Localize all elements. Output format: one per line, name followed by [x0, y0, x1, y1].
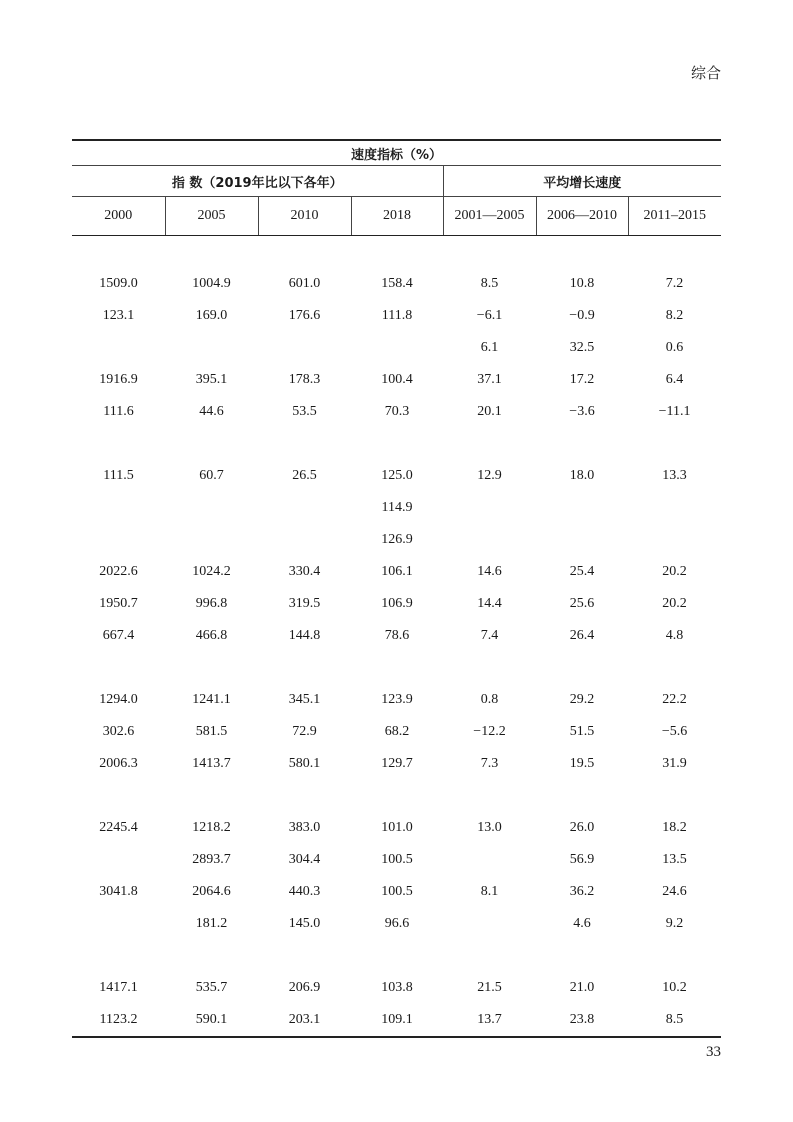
table-cell	[258, 940, 351, 972]
table-row	[72, 972, 721, 1004]
table-cell: 44.6	[199, 404, 224, 419]
table-cell: −3.6	[569, 404, 595, 419]
table-cell: 126.9	[381, 532, 413, 547]
table-cell: 2245.4	[99, 820, 138, 835]
table-cell	[536, 492, 628, 524]
table-cell: 302.6	[102, 724, 135, 739]
table-cell: 580.1	[288, 756, 321, 771]
table-row	[72, 556, 721, 588]
table-cell: 25.6	[569, 596, 595, 611]
table-cell: 8.5	[480, 276, 499, 291]
table-cell	[443, 844, 536, 876]
table-cell: 111.6	[103, 404, 134, 419]
table-cell: 106.9	[381, 596, 413, 611]
table-cell: 178.3	[288, 372, 321, 387]
table-cell: 181.2	[195, 916, 228, 931]
table-cell	[443, 428, 536, 460]
table-cell	[165, 236, 258, 269]
table-cell: 10.2	[662, 980, 687, 995]
table-cell	[72, 940, 165, 972]
table-cell	[351, 652, 443, 684]
table-cell: 17.2	[569, 372, 595, 387]
table-cell: 383.0	[288, 820, 321, 835]
table-cell: 395.1	[195, 372, 228, 387]
table-cell	[628, 492, 721, 524]
table-cell: 3041.8	[99, 884, 138, 899]
table-cell: 29.2	[569, 692, 595, 707]
table-cell	[72, 652, 165, 684]
table-cell	[536, 428, 628, 460]
table-cell: 32.5	[569, 340, 595, 355]
table-cell	[351, 332, 443, 364]
table-cell: 51.5	[569, 724, 595, 739]
table-cell: 129.7	[381, 756, 413, 771]
table-cell: 169.0	[195, 308, 228, 323]
table-cell: 7.2	[665, 276, 684, 291]
table-cell: 9.2	[665, 916, 684, 931]
table-row	[72, 684, 721, 716]
table-cell: 345.1	[288, 692, 321, 707]
table-cell: 601.0	[288, 276, 321, 291]
table-cell: 37.1	[477, 372, 502, 387]
column-header: 2001—2005	[443, 197, 536, 236]
table-cell	[536, 940, 628, 972]
table-cell	[165, 332, 258, 364]
speed-indicator-table	[72, 139, 721, 1038]
growth-group-header: 平均增长速度	[443, 166, 721, 197]
column-header: 2006—2010	[536, 197, 628, 236]
table-cell	[628, 428, 721, 460]
table-cell	[443, 908, 536, 940]
table-cell: 21.0	[569, 980, 595, 995]
table-cell: 123.9	[381, 692, 413, 707]
table-cell: 12.9	[477, 468, 502, 483]
table-cell: 158.4	[381, 276, 413, 291]
table-cell: 103.8	[381, 980, 413, 995]
table-cell: 1413.7	[192, 756, 231, 771]
table-row	[72, 236, 721, 269]
table-cell	[536, 524, 628, 556]
column-header: 2018	[351, 197, 443, 236]
table-cell: 8.2	[665, 308, 684, 323]
table-cell: 1916.9	[99, 372, 138, 387]
table-cell: −6.1	[476, 308, 503, 323]
table-row	[72, 268, 721, 300]
table-cell	[536, 652, 628, 684]
table-row	[72, 812, 721, 844]
table-cell: 581.5	[195, 724, 228, 739]
table-cell: −5.6	[661, 724, 688, 739]
table-cell: 13.5	[662, 852, 687, 867]
table-cell: 109.1	[351, 1004, 443, 1037]
table-cell: −0.9	[569, 308, 595, 323]
table-cell: 31.9	[662, 756, 687, 771]
table-cell: 26.0	[569, 820, 595, 835]
table-cell: 14.6	[477, 564, 502, 579]
table-cell: 25.4	[569, 564, 595, 579]
table-cell: 114.9	[381, 500, 413, 515]
table-row	[72, 908, 721, 940]
table-cell: 20.1	[477, 404, 502, 419]
table-row	[72, 652, 721, 684]
table-cell: 1950.7	[99, 596, 138, 611]
table-cell: 1241.1	[192, 692, 231, 707]
table-cell	[628, 524, 721, 556]
column-header: 2010	[258, 197, 351, 236]
page-number: 33	[706, 1044, 721, 1060]
table-cell: 19.5	[569, 756, 595, 771]
table-cell: −11.1	[658, 404, 691, 419]
table-cell	[72, 524, 165, 556]
table-cell: 1123.2	[72, 1004, 165, 1037]
table-cell: 111.8	[381, 308, 413, 323]
table-cell: 330.4	[288, 564, 321, 579]
table-cell: 20.2	[662, 596, 687, 611]
table-cell: 123.1	[102, 308, 135, 323]
table-cell: 0.6	[665, 340, 684, 355]
table-cell: 100.4	[381, 372, 413, 387]
table-cell	[165, 940, 258, 972]
table-cell: 36.2	[569, 884, 595, 899]
table-cell: 106.1	[381, 564, 413, 579]
table-cell: 996.8	[195, 596, 228, 611]
table-cell: 53.5	[292, 404, 317, 419]
table-cell	[165, 780, 258, 812]
table-row	[72, 332, 721, 364]
table-cell	[536, 780, 628, 812]
table-cell	[165, 524, 258, 556]
table-cell: 7.3	[480, 756, 499, 771]
table-cell	[258, 524, 351, 556]
table-cell	[628, 236, 721, 269]
table-cell: 125.0	[381, 468, 413, 483]
table-cell: 667.4	[102, 628, 135, 643]
table-cell: 144.8	[288, 628, 321, 643]
table-cell	[443, 524, 536, 556]
table-cell: 206.9	[288, 980, 321, 995]
table-cell: 2006.3	[99, 756, 138, 771]
table-row	[72, 524, 721, 556]
table-row	[72, 364, 721, 396]
table-cell	[351, 236, 443, 269]
table-cell: 60.7	[199, 468, 224, 483]
table-cell: 96.6	[384, 916, 410, 931]
table-cell: 440.3	[288, 884, 321, 899]
table-cell	[443, 236, 536, 269]
table-cell: 70.3	[384, 404, 410, 419]
table-cell: 2893.7	[192, 852, 231, 867]
table-cell: 78.6	[384, 628, 410, 643]
table-cell: 21.5	[477, 980, 502, 995]
table-cell: 203.1	[258, 1004, 351, 1037]
table-cell	[258, 780, 351, 812]
table-cell	[72, 236, 165, 269]
table-cell	[351, 940, 443, 972]
table-row	[72, 844, 721, 876]
table-cell: 18.2	[662, 820, 687, 835]
section-label: 综合	[690, 64, 721, 82]
table-cell: 0.8	[480, 692, 499, 707]
table-row	[72, 492, 721, 524]
table-row	[72, 1004, 721, 1037]
table-cell: −12.2	[473, 724, 506, 739]
table-cell	[628, 652, 721, 684]
table-cell: 8.5	[628, 1004, 721, 1037]
table-cell	[72, 428, 165, 460]
table-cell: 6.1	[480, 340, 499, 355]
index-group-header: 指 数（2019年比以下各年）	[72, 166, 443, 197]
table-cell	[72, 492, 165, 524]
table-cell: 1024.2	[192, 564, 231, 579]
table-cell: 13.0	[477, 820, 502, 835]
table-cell	[536, 236, 628, 269]
table-row	[72, 716, 721, 748]
table-cell: 466.8	[195, 628, 228, 643]
table-row	[72, 396, 721, 428]
table-cell: 2064.6	[192, 884, 231, 899]
table-cell: 101.0	[381, 820, 413, 835]
table-row	[72, 300, 721, 332]
table-cell: 23.8	[536, 1004, 628, 1037]
table-cell	[628, 940, 721, 972]
table-cell: 304.4	[288, 852, 321, 867]
table-cell	[258, 332, 351, 364]
table-cell: 1004.9	[192, 276, 231, 291]
table-cell	[72, 844, 165, 876]
table-cell	[351, 428, 443, 460]
table-row	[72, 588, 721, 620]
table-cell: 1417.1	[99, 980, 138, 995]
table-cell	[258, 652, 351, 684]
table-row	[72, 620, 721, 652]
table-cell	[72, 780, 165, 812]
table-cell: 100.5	[381, 884, 413, 899]
table-cell: 20.2	[662, 564, 687, 579]
table-cell: 14.4	[477, 596, 502, 611]
table-cell: 8.1	[480, 884, 499, 899]
table-title: 速度指标（%）	[72, 140, 721, 166]
table-cell: 22.2	[662, 692, 687, 707]
table-cell: 18.0	[569, 468, 595, 483]
table-cell: 56.9	[569, 852, 595, 867]
table-cell	[72, 332, 165, 364]
table-cell: 13.7	[443, 1004, 536, 1037]
column-header: 2000	[72, 197, 165, 236]
table-cell: 13.3	[662, 468, 687, 483]
table-cell	[165, 652, 258, 684]
table-cell	[72, 908, 165, 940]
table-cell: 590.1	[165, 1004, 258, 1037]
table-cell: 319.5	[288, 596, 321, 611]
table-cell: 1509.0	[99, 276, 138, 291]
table-row	[72, 780, 721, 812]
table-cell: 4.6	[573, 916, 591, 931]
table-row	[72, 876, 721, 908]
table-cell: 2022.6	[99, 564, 138, 579]
table-cell	[443, 652, 536, 684]
table-cell: 68.2	[384, 724, 410, 739]
table-cell	[443, 780, 536, 812]
table-cell	[351, 780, 443, 812]
table-row	[72, 748, 721, 780]
table-cell: 10.8	[569, 276, 595, 291]
table-cell	[443, 492, 536, 524]
table-cell	[443, 940, 536, 972]
table-row	[72, 460, 721, 492]
table-cell	[258, 236, 351, 269]
table-cell	[165, 492, 258, 524]
table-cell	[165, 428, 258, 460]
table-cell: 26.4	[569, 628, 595, 643]
table-cell: 1218.2	[192, 820, 231, 835]
table-row	[72, 428, 721, 460]
table-cell: 26.5	[292, 468, 317, 483]
table-cell: 145.0	[288, 916, 321, 931]
table-cell: 1294.0	[99, 692, 138, 707]
table-cell: 72.9	[292, 724, 317, 739]
table-cell: 111.5	[103, 468, 134, 483]
table-cell: 6.4	[665, 372, 684, 387]
table-cell: 24.6	[662, 884, 687, 899]
table-cell	[258, 492, 351, 524]
table-cell: 4.8	[665, 628, 684, 643]
table-cell: 7.4	[480, 628, 499, 643]
table-cell	[628, 780, 721, 812]
table-body	[72, 236, 721, 1038]
table-cell	[258, 428, 351, 460]
table-cell: 100.5	[381, 852, 413, 867]
table-row	[72, 940, 721, 972]
column-header: 2005	[165, 197, 258, 236]
table-cell: 535.7	[195, 980, 228, 995]
column-header: 2011–2015	[628, 197, 721, 236]
table-cell: 176.6	[288, 308, 321, 323]
